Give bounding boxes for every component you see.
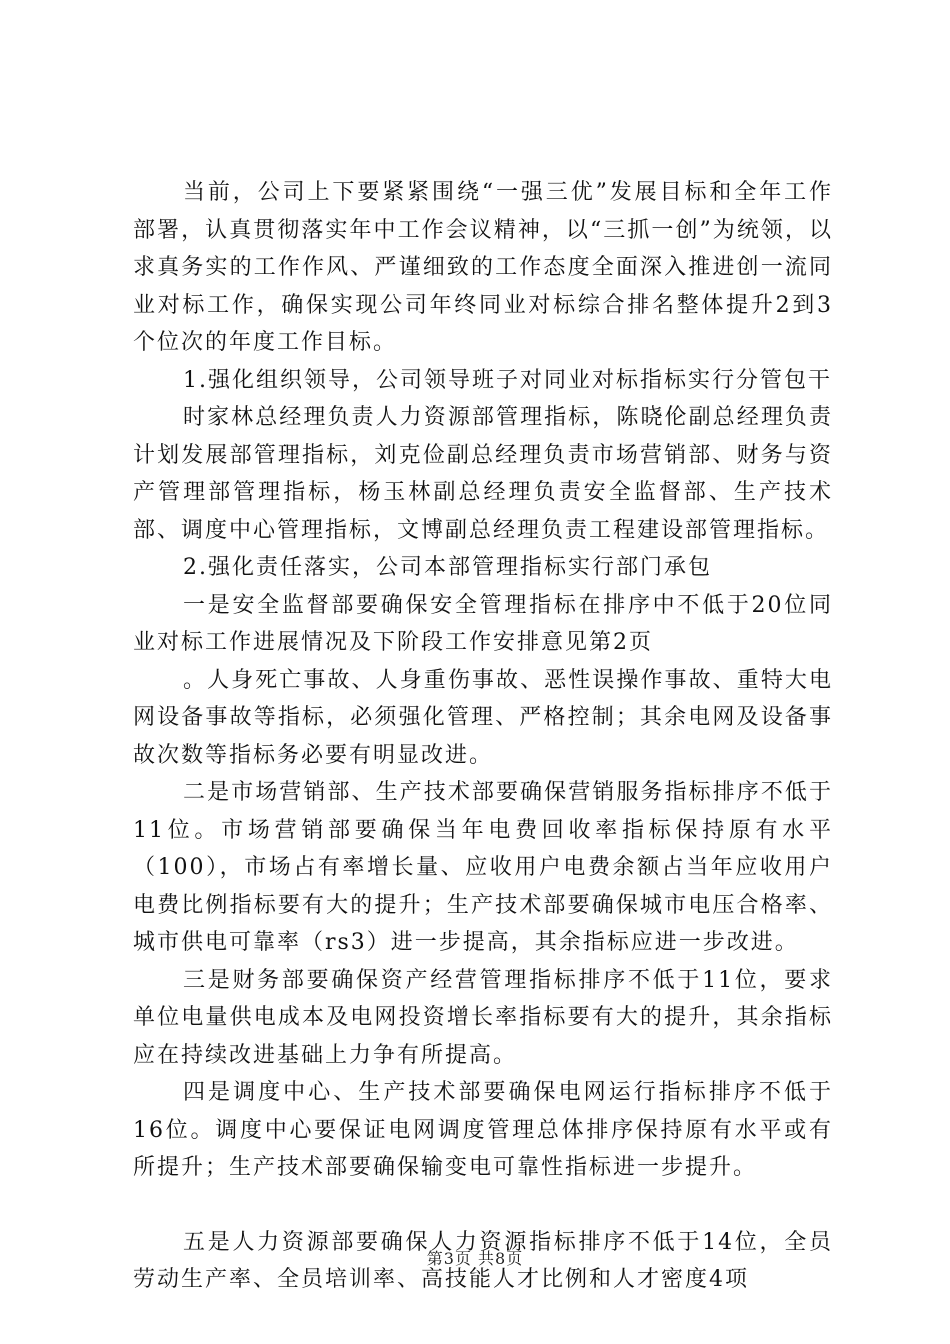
paragraph-intro: 当前，公司上下要紧紧围绕“一强三优”发展目标和全年工作部署，认真贯彻落实年中工作会议精神，以“三抓一创”为统领，以求真务实的工作作风、严谨细致的工作态度全面深入推进创一流同业对标工作，确保实现公司年终同业对标综合排名整体提升2到3个位次的年度工作目标。 [133,180,833,355]
section-heading-1: 1.强化组织领导，公司领导班子对同业对标指标实行分管包干 [183,367,832,393]
paragraph-item-3: 三是财务部要确保资产经营管理指标排序不低于11位，要求单位电量供电成本及电网投资增长率指标要有大的提升，其余指标应在持续改进基础上力争有所提高。 [133,967,833,1068]
paragraph-item-2: 二是市场营销部、生产技术部要确保营销服务指标排序不低于11位。市场营销部要确保当年电费回收率指标保持原有水平（100），市场占有率增长量、应收用户电费余额占当年应收用户电费比例指标要有大的提升；生产技术部要确保城市电压合格率、城市供电可靠率（rs3）进一步提高，其余指标应进一步改进。 [133,780,833,955]
section-heading-2: 2.强化责任落实，公司本部管理指标实行部门承包 [183,555,712,580]
paragraph-item-5: 五是人力资源部要确保人力资源指标排序不低于14位，全员劳动生产率、全员培训率、高技能人才比例和人才密度4项 [133,1229,833,1292]
page-footer: 第3页 共8页 [426,1249,524,1268]
paragraph-item-1-cont: 。人身死亡事故、人身重伤事故、恶性误操作事故、重特大电网设备事故等指标，必须强化管理、严格控制；其余电网及设备事故次数等指标务必要有明显改进。 [133,667,833,768]
document-body [133,174,833,1299]
paragraph-item-4: 四是调度中心、生产技术部要确保电网运行指标排序不低于16位。调度中心要保证电网调度管理总体排序保持原有水平或有所提升；生产技术部要确保输变电可靠性指标进一步提升。 [133,1080,833,1180]
paragraph-leadership: 时家林总经理负责人力资源部管理指标，陈晓伦副总经理负责计划发展部管理指标，刘克俭副总经理负责市场营销部、财务与资产管理部管理指标，杨玉林副总经理负责安全监督部、生产技术部、调度中心管理指标，文博副总经理负责工程建设部管理指标。 [133,405,833,543]
paragraph-item-1: 一是安全监督部要确保安全管理指标在排序中不低于20位同业对标工作进展情况及下阶段工作安排意见第2页 [133,592,833,655]
